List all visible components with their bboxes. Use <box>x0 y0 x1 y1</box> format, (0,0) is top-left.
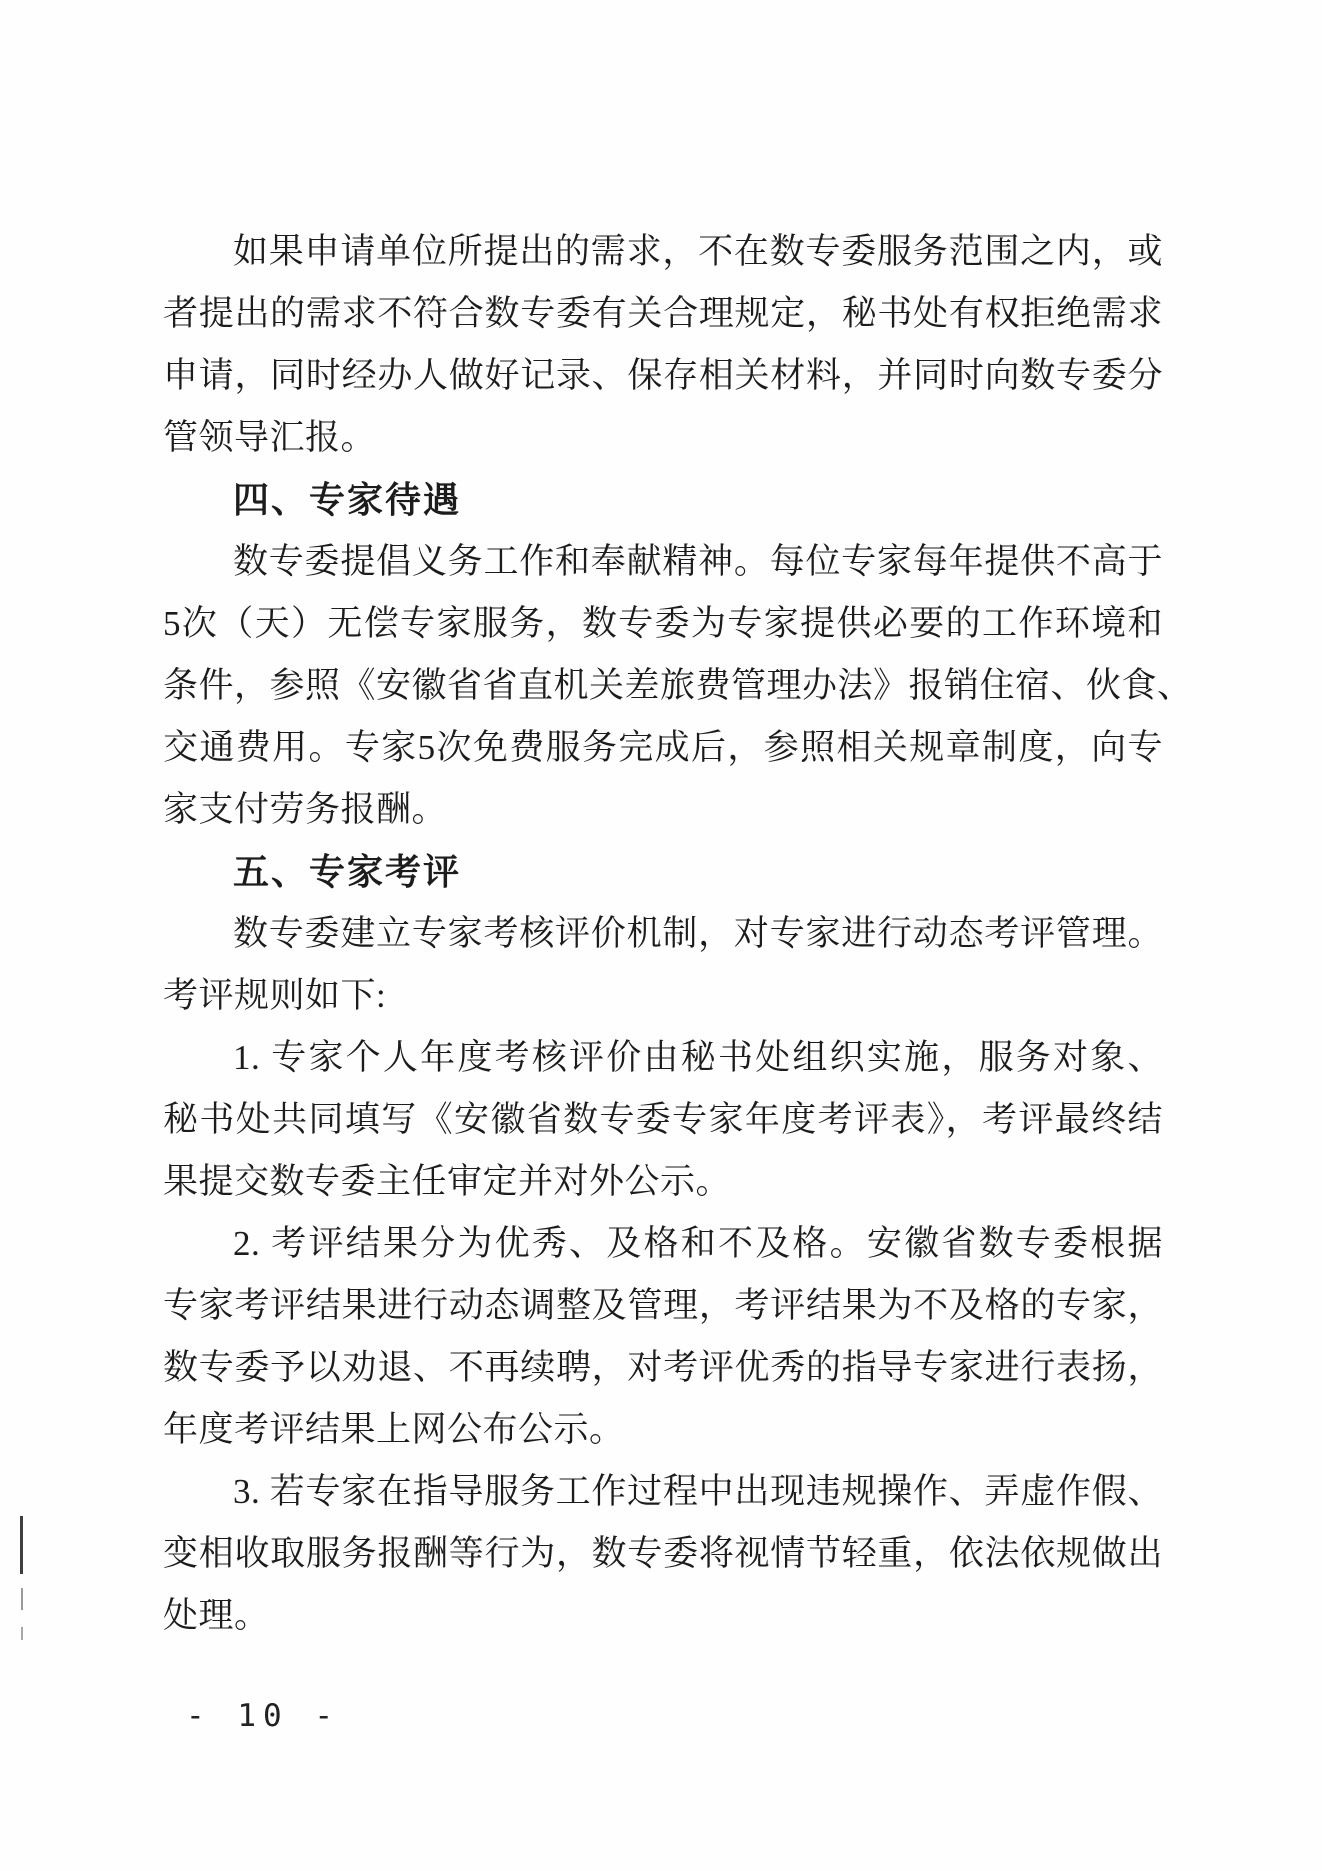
document-body <box>163 221 1193 1647</box>
page-number: - 10 - <box>186 1698 340 1734</box>
text-line: 交通费用。专家5次免费服务完成后，参照相关规章制度，向专 <box>163 728 1163 767</box>
scan-artifact <box>20 1516 23 1574</box>
text-line: 管领导汇报。 <box>163 418 377 457</box>
scan-artifact <box>21 1627 23 1640</box>
scan-artifact <box>21 1588 23 1610</box>
text-line: 数专委予以劝退、不再续聘，对考评优秀的指导专家进行表扬， <box>163 1348 1163 1387</box>
text-line: 考评规则如下: <box>163 976 387 1015</box>
text-line: 申请，同时经办人做好记录、保存相关材料，并同时向数专委分 <box>163 356 1163 395</box>
text-line: 如果申请单位所提出的需求，不在数专委服务范围之内，或 <box>233 232 1163 271</box>
section-heading: 五、专家考评 <box>233 852 462 892</box>
text-line: 家支付劳务报酬。 <box>163 790 448 829</box>
text-line: 条件，参照《安徽省省直机关差旅费管理办法》报销住宿、伙食、 <box>163 666 1193 705</box>
text-line: 处理。 <box>163 1596 270 1635</box>
text-line: 3. 若专家在指导服务工作过程中出现违规操作、弄虚作假、 <box>233 1472 1163 1511</box>
text-line: 秘书处共同填写《安徽省数专委专家年度考评表》，考评最终结 <box>163 1100 1163 1139</box>
text-line: 1. 专家个人年度考核评价由秘书处组织实施，服务对象、 <box>233 1038 1163 1077</box>
text-line: 2. 考评结果分为优秀、及格和不及格。安徽省数专委根据 <box>233 1224 1163 1263</box>
text-line: 专家考评结果进行动态调整及管理，考评结果为不及格的专家， <box>163 1286 1163 1325</box>
text-line: 者提出的需求不符合数专委有关合理规定，秘书处有权拒绝需求 <box>163 294 1163 333</box>
text-line: 变相收取服务报酬等行为，数专委将视情节轻重，依法依规做出 <box>163 1534 1163 1573</box>
text-line: 年度考评结果上网公布公示。 <box>163 1410 625 1449</box>
text-line: 果提交数专委主任审定并对外公示。 <box>163 1162 732 1201</box>
section-heading: 四、专家待遇 <box>233 480 462 520</box>
text-line: 数专委建立专家考核评价机制，对专家进行动态考评管理。 <box>233 914 1163 953</box>
text-line: 数专委提倡义务工作和奉献精神。每位专家每年提供不高于 <box>233 542 1163 581</box>
text-line: 5次（天）无偿专家服务，数专委为专家提供必要的工作环境和 <box>163 604 1163 643</box>
